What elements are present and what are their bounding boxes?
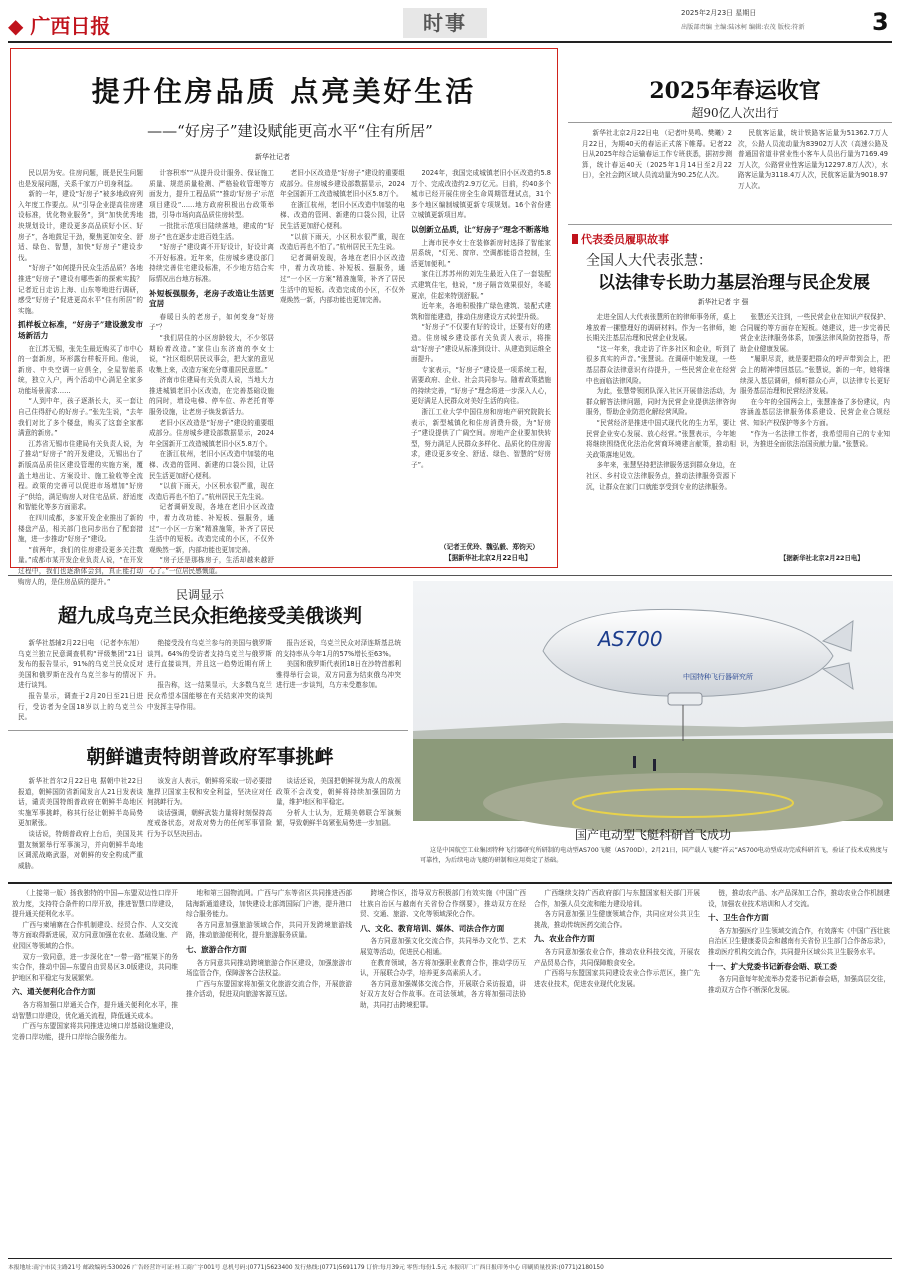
paragraph: 广西与柬埔寨在合作机制建设、经贸合作、人文交流等方面取得新进展，双方同意加强在农业、基础设施、产业园区等领域的合作。: [12, 920, 178, 950]
divider: [8, 730, 408, 731]
paragraph: 老旧小区改造是“好房子”建设的重要组成部分。住房城乡建设部数据显示，2024年全国新开工改造城镇老旧小区5.8万个。: [149, 418, 274, 448]
survey-column-1: [18, 638, 143, 724]
paragraph: 各方同意加强农业合作，推动农业科技交流，开展农产品贸易合作，共同保障粮食安全。: [534, 947, 700, 967]
paragraph: “我们居住的小区房龄较大，不少邻居期盼着改造。”家住山东济南的李女士说，“社区组织居民议事会，把大家的意见收集上来，改造方案充分尊重居民意愿。”: [149, 333, 274, 374]
lead-subhead-2: 补短板强服务，老房子改造让生活更宜居: [149, 288, 274, 309]
paragraph: 各方同意每年轮流举办党委书记新春会晤，加强高层交往，推动双方合作不断深化发展。: [708, 975, 890, 994]
tag-icon: [572, 234, 578, 244]
lower-column-3: [360, 888, 526, 1258]
paragraph: “这一年来，我走访了许多社区和企业，听到了很多真实的声音。”张慧说。在调研中她发现，一些基层群众法律意识有待提升，一些民营企业在经营中也面临法律风险。: [586, 344, 736, 385]
spring-column-2: [738, 128, 888, 220]
lead-subhead-3: 以创新立品质，让“好房子”理念不断落地: [411, 224, 549, 234]
lead-column-1: [18, 168, 143, 586]
lower-column-4: [534, 888, 700, 1258]
column-tag-label: 代表委员履职故事: [581, 233, 669, 246]
airship-photo-svg: [413, 581, 893, 821]
paragraph: 各方同意共同推动跨境旅游合作区建设，加强旅游市场监管合作，保障游客合法权益。: [186, 958, 352, 978]
lower-column-5: [708, 888, 890, 1258]
paragraph: 广西将与东盟国家共同建设农业合作示范区，推广先进农业技术，促进农业现代化发展。: [534, 969, 700, 988]
paragraph: 在浙江杭州，老旧小区改造中加装的电梯、改造的管网、新建的口袋公园，让居民生活更加舒心便利。: [149, 450, 274, 480]
paragraph: 各方同意加强旅游领域合作，共同开发跨境旅游线路，推动旅游便利化，提升旅游服务质量。: [186, 920, 352, 940]
paragraph: 谈话说，特朗普政府上台后，美国及其盟友频繁举行军事演习，并向朝鲜半岛地区调派战略武器，对朝鲜的安全构成严重威胁。: [18, 829, 143, 870]
lead-subhead-1: 抓样板立标准，“好房子”建设激发市场新活力: [18, 320, 143, 340]
paragraph: 地和第三国物流网。广西与广东等省区共同推进西部陆海新通道建设，加快建设北部湾国际门户港，提升港口综合服务能力。: [186, 889, 352, 919]
lead-column-2: [149, 168, 274, 575]
paragraph: “履职尽责，就是要把群众的呼声带到会上，把会上的精神带回基层。”张慧说，新的一年，她将继续深入基层调研，倾听群众心声，以法律专长更好服务基层治理和民营经济发展。: [740, 355, 890, 396]
lower-subhead-2: 七、旅游合作方面: [186, 944, 247, 954]
paragraph: 报告还说，乌克兰民众对泽连斯基总统的支持率从今年1月的57%增长至63%。: [276, 639, 401, 658]
paragraph: “前两年，我们的住房建设更多关注数量。”成都市某开发企业负责人说，“在开发过程中，我们也逐渐体会到，真正能打动购房人的，是住房品质的提升。”: [18, 545, 143, 586]
paragraph: 记者调研发现，各地在老旧小区改造中，着力改功能、补短板、强服务，通过“一小区一方案”精准施策，补齐了居民生活中的短板。改造完成的小区，不仅外观焕然一新，内部功能也更加完善。: [149, 503, 274, 554]
spring-headline: 2025年春运收官: [649, 78, 821, 104]
dprk-column-1: [18, 776, 143, 868]
paragraph: 老旧小区改造是“好房子”建设的重要组成部分。住房城乡建设部数据显示，2024年全国新开工改造城镇老旧小区5.8万个。: [280, 169, 405, 199]
editors-line: 出版部责编 主编:陆冰柯 编辑:农茂 版校:符新: [681, 24, 805, 31]
issue-date: 2025年2月23日 星期日: [681, 9, 757, 17]
paragraph: 走进全国人大代表张慧所在的律师事务所，桌上堆放着一摞整理好的调研材料。作为一名律师，她长期关注基层治理和民营企业发展。: [586, 313, 736, 343]
paragraph: 记者调研发现，各地在老旧小区改造中，着力改功能、补短板、强服务，通过“一小区一方案”精准施策，补齐了居民生活中的短板。改造完成的小区，不仅外观焕然一新，内部功能也更加完善。: [280, 253, 405, 305]
divider: [568, 122, 892, 123]
paragraph: 链，推动农产品、水产品深加工合作，推动农业合作机制建设，加强农业技术培训和人才交流。: [708, 889, 890, 908]
column-tag: [572, 231, 669, 247]
gondola: [668, 693, 702, 705]
paragraph: “民营经济是推进中国式现代化的生力军，要让民营企业安心发展、放心经营。”张慧表示，今年她将继续围绕优化法治化营商环境建言献策，推动相关政策落地见效。: [586, 418, 736, 459]
spring-subheadline: 超90亿人次出行: [691, 106, 779, 120]
footer-rule: [8, 1258, 892, 1259]
lead-column-3: [280, 168, 405, 564]
lead-column-4: [411, 168, 551, 550]
ground-crew: [633, 756, 636, 768]
dprk-column-2: [147, 776, 272, 868]
paragraph: “以前下雨天，小区积水很严重，现在改造后再也不怕了。”杭州居民王先生说。: [280, 232, 405, 252]
paragraph: 美国和俄罗斯代表团18日在沙特首都利雅得举行会谈，双方同意为结束俄乌冲突进行进一步谈判，乌方未受邀参加。: [276, 660, 401, 690]
survey-column-2: [147, 638, 272, 724]
hull-side-marking: 中国特种飞行器研究所: [683, 673, 753, 681]
paragraph: 跨境合作区，指导双方积极部门有效实施《中国广西壮族自治区与越南有关省份合作纲要》，推动双方在经贸、交通、旅游、文化等领域深化合作。: [360, 889, 526, 919]
paragraph: 在四川成都，多家开发企业推出了新的楼盘产品，相关部门也同步出台了配套措施，进一步推动“好房子”建设。: [18, 514, 143, 544]
section-label: 时事: [403, 8, 487, 38]
paragraph: 2024年，我国完成城镇老旧小区改造约5.8万个、完成改造约2.9万亿元。目前，约40多个城市已经开展住房全生命周期管理试点，31个多个地区编制城镇更新专项规划。16个省份建立城镇更新项目库。: [411, 169, 551, 220]
divider: [568, 224, 892, 225]
paragraph: 家住江苏苏州的刘先生最近入住了一套装配式建筑住宅，他说，“房子隔音效果很好，冬暖夏凉，住起来特别舒服。”: [411, 270, 551, 300]
paragraph: 这是中国航空工业集团特种飞行器研究所研制的电动型AS700飞艇（AS700D），2月21日，国产载人飞艇“祥云”AS700电动型成功完成科研首飞，验证了技术成熟度与可靠性，为后续电动飞艇的研制和应用奠定了基础。: [420, 847, 888, 864]
paragraph: 近年来，各地积极推广绿色建筑、装配式建筑和智能建造，推动住房建设方式转型升级。: [411, 302, 551, 321]
paragraph: 上海市民李女士在装修新房时选择了智能家居系统，“灯光、窗帘、空调都能语音控制，生活更加便利。”: [411, 238, 551, 268]
deputy-kicker: 全国人大代表张慧：: [586, 253, 712, 269]
airship-caption: 国产电动型飞艇科研首飞成功: [574, 828, 731, 842]
ground-crew: [653, 759, 656, 771]
lead-byline: 新华社记者: [255, 153, 290, 161]
paragraph: 谈话强调，朝鲜武装力量将时刻保持高度戒备状态，对敌对势力的任何军事冒险行为予以坚决回击。: [147, 808, 272, 838]
deputy-byline: 新华社记者 宇 强: [698, 298, 749, 306]
paragraph: 济南市住建局有关负责人说，当地大力推进城镇老旧小区改造，在完善基础设施的同时，增设电梯、停车位、养老托育等服务设施，让老房子焕发新活力。: [149, 376, 274, 417]
paragraph: 民以居为安。住房问题，既是民生问题也是发展问题，关系千家万户切身利益。: [18, 169, 143, 188]
spring-column-1: [582, 128, 732, 220]
paragraph: 新华社首尔2月22日电 据朝中社22日报道，朝鲜国防省新闻发言人21日发表谈话，谴责美国特朗普政府在朝鲜半岛地区实施军事挑衅，称其行径让朝鲜半岛局势更加紧张。: [18, 777, 143, 828]
paragraph: 新华社北京2月22日电 （记者叶昊鸣、樊曦）2月22日，为期40天的春运正式落下帷幕。记者22日从2025年综合运输春运工作专班获悉，据初步测算，统计春运40天（2025年1月14日至2月22日），全社会跨区域人员流动量为90.25亿人次。: [582, 129, 732, 180]
paragraph: 报告显示，调查于2月20日至21日进行，受访者为全国18岁以上的乌克兰公民。: [18, 691, 143, 722]
paragraph: “作为一名法律工作者，我希望用自己的专业知识，为推进全面依法治国贡献力量。”张慧说。: [740, 429, 890, 449]
section-divider: [8, 882, 892, 884]
newspaper-logo: ◆ 广西日报: [8, 14, 111, 38]
lower-subhead-5: 十、卫生合作方面: [708, 913, 769, 923]
paragraph: 浙江工业大学中国住房和房地产研究院院长表示，新型城镇化和住房消费升级，为“好房子”建设提供了广阔空间。房地产企业要加快转型，努力满足人民群众多样化、品质化的住房需求，建设更多安全、舒适、绿色、智慧的“好房子”。: [411, 408, 551, 470]
deputy-headline: 以法律专长助力基层治理与民企发展: [598, 273, 870, 293]
deputy-column-2: [740, 312, 890, 552]
lead-headline: 提升住房品质 点亮美好生活: [91, 75, 477, 108]
airship-description: [420, 846, 888, 878]
paragraph: 多年来，张慧坚持把法律服务送到群众身边，在社区、乡村设立法律服务点，推动法律服务资源下沉，让群众在家门口就能享受到专业的法律服务。: [586, 461, 736, 491]
paragraph: 张慧还关注到，一些民营企业在知识产权保护、合同履约等方面存在短板。她建议，进一步完善民营企业法律服务体系，加强法律风险防控指导，帮助企业健康发展。: [740, 313, 890, 353]
paragraph: 广西继续支持广西政府部门与东盟国家相关部门开展合作，加强人员交流和能力建设培训。: [534, 889, 700, 908]
lower-column-2: [186, 888, 352, 1258]
paragraph: “好房子”建设离不开好设计，好设计离不开好标准。近年来，住房城乡建设部门持续完善住宅建设标准，不少地方结合实际情况出台地方标准。: [149, 243, 274, 283]
lead-subheadline: ——“好房子”建设赋能更高水平“住有所居”: [147, 122, 433, 140]
paragraph: 绝接受没有乌克兰参与的美国与俄罗斯谈判。64%的受访者支持乌克兰与俄罗斯进行直接谈判，并且这一趋势近期有所上升。: [147, 639, 272, 679]
paragraph: “以前下雨天，小区积水很严重，现在改造后再也不怕了。”杭州居民王先生说。: [149, 482, 274, 501]
paragraph: 江苏省无锡市住建局有关负责人说，为了推动“好房子”的开发建设，无锡出台了新版高品质住区建设管理的实施方案，覆盖土地出让、方案设计、施工验收等全流程。政策的完善可以促进市场增加“好房子”供给，满足购房人对住宅品质、舒适度和智能化等多方面需求。: [18, 439, 143, 512]
lower-subhead-4: 九、农业合作方面: [534, 934, 595, 944]
paragraph: 谈话还说，美国把朝鲜视为敌人的敌视政策不会改变，朝鲜将持续加强国防力量，维护地区和平稳定。: [276, 777, 401, 807]
paragraph: 在今年的全国两会上，张慧准备了多份建议，内容涵盖基层法律服务体系建设、民营企业合规经营、知识产权保护等多个方面。: [740, 397, 890, 427]
lead-source: 【据新华社北京2月22日电】: [445, 554, 532, 562]
paragraph: 广西与东盟国家将加强文化旅游交流合作，开展旅游推介活动，促进双向旅游客源互送。: [186, 979, 352, 999]
paragraph: 在教育领域，各方将加强职业教育合作，推动学历互认，开展联合办学，培养更多高素质人才。: [360, 958, 526, 978]
survey-column-3: [276, 638, 401, 724]
paragraph: “好房子”不仅要有好的设计，还要有好的建造。住房城乡建设部有关负责人表示，将推动“好房子”建设从标准到设计、从建造到运维全面提升。: [411, 323, 551, 364]
paragraph: 各方同意加强卫生健康领域合作，共同应对公共卫生挑战，推动传统医药交流合作。: [534, 910, 700, 929]
paragraph: 为此，张慧带领团队深入社区开展普法活动，为群众解答法律问题，同时为民营企业提供法律咨询服务，帮助企业防范化解经营风险。: [586, 387, 736, 417]
masthead-rule: [8, 41, 892, 43]
lower-subhead-3: 八、文化、教育培训、媒体、司法合作方面: [360, 923, 505, 933]
paragraph: 新的一年，建设“好房子”被多地政府列入年度工作要点。从“引导企业提高住房建设标准，优化物业服务”，到“加快优秀地块规划设计，建设更多高品质好小区、好房子”，各地鼓足干劲，聚焦更加安全、舒适、绿色、智慧，加快“好房子”建设步伐。: [18, 190, 143, 262]
paragraph: 一批批示范项目陆续落地，建成的“好房子”也在逐步走进百姓生活。: [149, 221, 274, 241]
survey-headline: 超九成乌克兰民众拒绝接受美俄谈判: [57, 605, 362, 627]
landing-pad: [483, 773, 883, 833]
airship-photo: [413, 581, 893, 821]
paragraph: 民航客运量，统计铁路客运量为51362.7万人次，公路人员流动量为83902万人次（高速公路及普通国省道非营业性小客车人员出行量为7169.49万人次，公路营业性客运量为12297.8万人次），水路客运量为3118.4万人次，民航客运量为9018.97万人次。: [738, 129, 888, 190]
paragraph: 在江苏无锡，张先生最近购买了市中心的一套新房，环形露台样板开间。他说，新房、中央空调一应俱全，全屋智能系统，独立入户，两个活动中心满足全家多功能场景需求……: [18, 344, 143, 395]
lower-subhead-1: 六、通关便利化合作方面: [12, 987, 96, 997]
paragraph: 各方同意加强文化交流合作，共同举办文化节、艺术展览等活动，促进民心相通。: [360, 937, 526, 956]
survey-kicker: 民调显示: [176, 588, 225, 602]
paragraph: 双方一致同意，进一步深化在“一带一路”框架下的务实合作，推动中国—东盟自由贸易区3.0版建设，共同维护地区和平稳定与发展繁荣。: [12, 952, 178, 982]
dprk-column-3: [276, 776, 401, 868]
paragraph: 计容积率”“从提升设计服务、保证施工质量、规范质量检测、严格验收管理等方面发力，提升工程品质”“推动‘好房子’示范项目建设”……地方政府积极出台政策举措，引导市场向高品质住房转型。: [149, 169, 274, 220]
section-divider: [8, 575, 892, 576]
paragraph: 分析人士认为，近期美韩联合军演频繁，导致朝鲜半岛紧张局势进一步加剧。: [276, 808, 401, 828]
paragraph: 该发言人表示，朝鲜将采取一切必要措施捍卫国家主权和安全利益，坚决应对任何挑衅行为。: [147, 777, 272, 807]
page-number: 3: [872, 8, 889, 36]
hull-marking: AS700: [598, 627, 663, 651]
paragraph: 春暖日头的老房子，如何变身“好房子”？: [149, 312, 274, 332]
paragraph: （上接第一版）扬我独特的中国—东盟双边性口岸开放力度，支持符合条件的口岸开放，推进智慧口岸建设，提升通关便利化水平。: [12, 889, 178, 919]
lead-credit: （记者王优玲、魏弘毅、郑钧天）: [440, 543, 539, 551]
paragraph: 广西与东盟国家将共同推进边境口岸基础设施建设，完善口岸功能，提升口岸综合服务能力。: [12, 1022, 178, 1041]
paragraph: 各方同意加强媒体交流合作，开展联合采访报道，讲好双方友好合作故事。在司法领域，各方将加强司法协助，共同打击跨境犯罪。: [360, 979, 526, 1009]
dprk-headline: 朝鲜谴责特朗普政府军事挑衅: [86, 746, 334, 768]
lower-subhead-6: 十一、扩大党委书记新春会晤、联工委: [708, 961, 838, 971]
paragraph: 各方将加强口岸通关合作，提升通关便利化水平，推动智慧口岸建设，优化通关流程，降低通关成本。: [12, 1000, 178, 1020]
paragraph: “好房子”如何提升民众生活品质？各地推进“好房子”建设有哪些新的探索实践？记者近日走访上海、山东等地进行调研，感受“好房子”促进更高水平“住有所居”的实施。: [18, 264, 143, 315]
deputy-column-1: [586, 312, 736, 564]
paragraph: “人到中年，孩子逐渐长大，买一套让自己住得舒心的好房子。”张先生说，“去年我们对比了多个楼盘，购买了这套全家都满意的新房。”: [18, 397, 143, 438]
lower-column-1: [12, 888, 178, 1258]
deputy-source: 【据新华社北京2月22日电】: [780, 554, 864, 562]
paragraph: “房子还是那栋房子，生活却越来越舒心了。”一位居民感慨道。: [149, 556, 274, 575]
paragraph: 在浙江杭州，老旧小区改造中加装的电梯、改造的管网、新建的口袋公园，让居民生活更加舒心便利。: [280, 200, 405, 230]
paragraph: 专家表示，“好房子”建设是一项系统工程，需要政府、企业、社会共同参与。随着政策措施的持续完善，“好房子”理念将进一步深入人心，更好满足人民群众对美好生活的向往。: [411, 365, 551, 406]
paragraph: 新华社基辅2月22日电 （记者李东旭）乌克兰独立民意调查机构“评级集团”21日发布的报告显示，91%的乌克兰民众反对美国和俄罗斯在没有乌克兰参与的情况下进行谈判。: [18, 639, 143, 690]
footer-info: 本报地址:南宁市民主路21号 邮政编码:530026 广告经营许可证:桂工商广字001号 总机号码:(0771)5623400 发行热线:(0771)5691179 订价:每月39元 零售:每份1.5元 本报印厂:广西日报印务中心 印刷质量投诉:(0771)2180150: [8, 1265, 604, 1271]
paragraph: 报告称，这一结果显示，大多数乌克兰民众希望本国能够在有关结束冲突的谈判中发挥主导作用。: [147, 681, 272, 711]
paragraph: 各方加强医疗卫生领域交流合作，有效落实《中国广西壮族自治区卫生健康委员会和越南有关省份卫生部门合作备忘录》，推动医疗机构交流合作，共同提升区域公共卫生服务水平。: [708, 926, 890, 956]
